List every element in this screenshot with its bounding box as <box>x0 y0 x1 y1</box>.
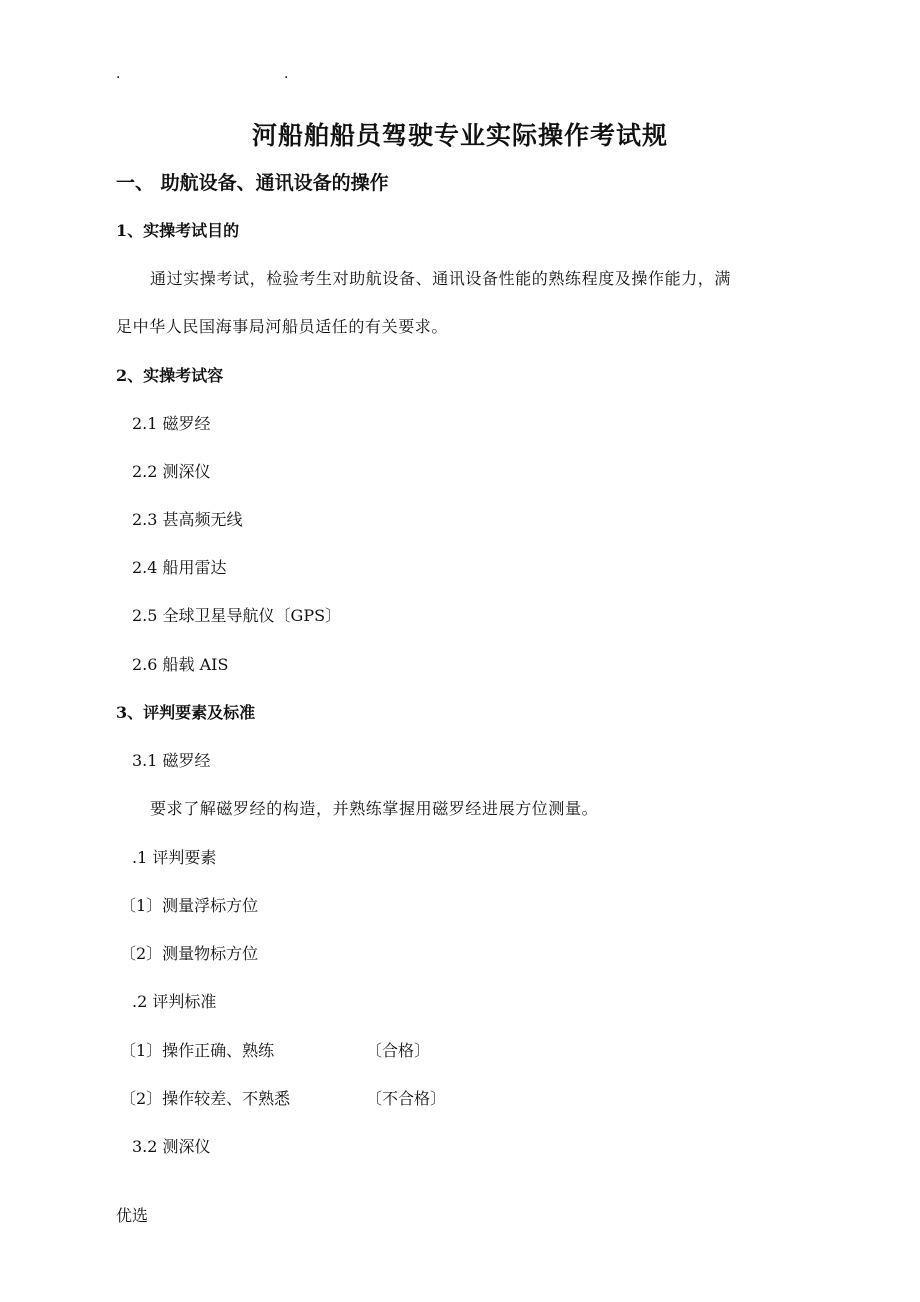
content-item: 2.6 船载 AIS <box>132 655 229 674</box>
standard-row-grade: 〔不合格〕 <box>366 1089 447 1108</box>
content-item: 2.2 测深仪 <box>132 462 211 481</box>
evaluation-standards-label: .2 评判标准 <box>132 992 217 1011</box>
standard-row-grade: 〔合格〕 <box>366 1041 431 1060</box>
subsection-3-heading: 3、评判要素及标准 <box>116 703 256 722</box>
subsection-1-heading: 1、实操考试目的 <box>116 221 240 240</box>
purpose-paragraph-line-2: 足中华人民国海事局河船员适任的有关要求。 <box>116 317 449 336</box>
evaluation-element: 〔2〕测量物标方位 <box>120 944 259 963</box>
header-dot-right: . <box>284 66 289 82</box>
header-dot-left: . <box>116 66 121 82</box>
content-item: 2.5 全球卫星导航仪〔GPS〕 <box>132 606 342 625</box>
evaluation-element: 〔1〕测量浮标方位 <box>120 896 259 915</box>
subsection-2-heading: 2、实操考试容 <box>116 366 224 385</box>
section-1-heading: 一、 助航设备、通讯设备的操作 <box>116 172 389 194</box>
content-item: 2.1 磁罗经 <box>132 414 211 433</box>
content-item: 2.3 甚高频无线 <box>132 510 243 529</box>
document-title: 河船舶船员驾驶专业实际操作考试规 <box>251 121 668 150</box>
item-3-2-heading: 3.2 测深仪 <box>132 1137 211 1156</box>
purpose-paragraph-line-1: 通过实操考试，检验考生对助航设备、通讯设备性能的熟练程度及操作能力，满 <box>150 269 732 288</box>
standard-row-text: 〔2〕操作较差、不熟悉 <box>120 1089 291 1108</box>
standard-row-text: 〔1〕操作正确、熟练 <box>120 1041 275 1060</box>
evaluation-elements-label: .1 评判要素 <box>132 848 217 867</box>
item-3-1-heading: 3.1 磁罗经 <box>132 751 211 770</box>
item-3-1-description: 要求了解磁罗经的构造，并熟练掌握用磁罗经进展方位测量。 <box>150 799 599 818</box>
content-item: 2.4 船用雷达 <box>132 558 227 577</box>
footer-text: 优选 <box>116 1206 149 1225</box>
